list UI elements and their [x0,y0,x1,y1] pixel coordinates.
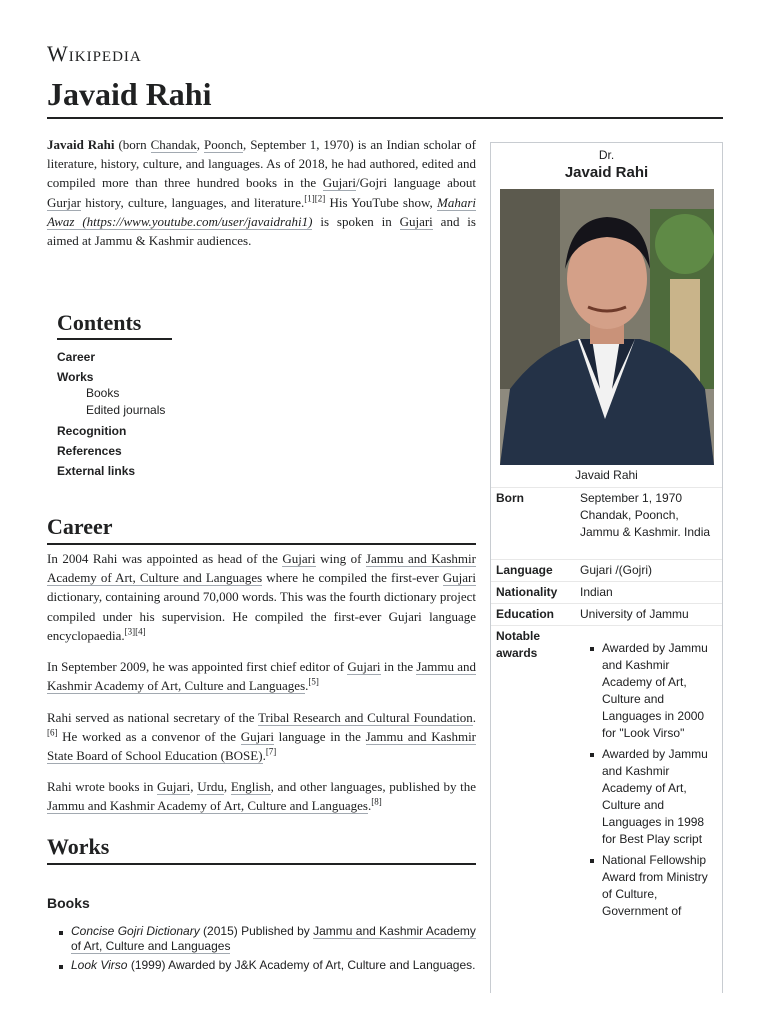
table-of-contents [57,310,257,478]
infobox-label: Nationality [496,585,558,599]
toc-item-books[interactable]: Books [86,386,120,400]
link-gurjar[interactable]: Gurjar [47,194,81,210]
infobox-value[interactable]: University of Jammu [580,607,689,621]
text: , September 1, 1970) is an Indian scholar of literature, history, culture, and languages. As of 2018, he had authored, edited and compiled more than three hundred books in the [47,137,476,191]
link-mahari-awaz[interactable]: Mahari Awaz (https://www.youtube.com/user/javaidrahi1) [47,194,476,229]
works-heading: Works [47,834,476,865]
text: where he compiled the first-ever [262,570,443,586]
link-urdu[interactable]: Urdu [197,779,224,794]
career-paragraph-2 [47,657,476,695]
citation[interactable]: [3][4] [124,626,146,637]
text: In September 2009, he was appointed first chief editor of [47,659,348,674]
infobox-label: Born [496,491,524,505]
text: language in the [273,729,366,745]
text: (1999) Awarded by J&K Academy of Art, Culture and Languages. [127,958,476,972]
citation[interactable]: [1][2] [304,193,326,204]
portrait-photo[interactable] [500,189,714,465]
text: . [367,798,372,814]
infobox-row-awards [491,625,722,994]
link-gujari[interactable]: Gujari [322,175,356,191]
text: In 2004 Rahi was appointed as head of the [47,551,283,566]
toc-title: Contents [57,310,172,340]
awards-list [580,640,716,924]
text: . [472,710,476,725]
link-jk-academy[interactable]: Jammu and Kashmir Academy of Art, Culture and Languages [47,798,368,814]
infobox-name: Javaid Rahi [564,164,649,181]
link-gujari[interactable]: Gujari [347,659,381,674]
photo-caption: Javaid Rahi [575,468,638,482]
text: /Gojri language about [355,175,477,191]
link-gujari[interactable]: Gujari [157,779,191,794]
link-chandak[interactable]: Chandak [150,137,197,152]
infobox-row-education [491,603,722,626]
text: is spoken in [312,213,400,229]
text: Rahi wrote books in [47,779,158,794]
toc-item-career[interactable]: Career [57,350,96,364]
book-title: Look Virso [71,958,128,972]
title-divider [47,117,723,119]
text: Rahi served as national secretary of the [47,710,259,725]
infobox-honorific: Dr. [598,148,615,162]
link-jk-academy[interactable]: Jammu and Kashmir Academy of Art, Culture and Languages [47,551,476,586]
citation[interactable]: [5] [308,676,319,687]
infobox-label: Notable awards [496,629,541,660]
link-gujari[interactable]: Gujari [240,729,274,745]
intro-paragraph [47,135,476,250]
career-heading: Career [47,514,476,545]
citation[interactable]: [6] [47,727,58,738]
toc-item-recognition[interactable]: Recognition [57,424,127,438]
infobox-value: September 1, 1970 Chandak, Poonch, Jammu & Kashmir. India [580,491,711,539]
wikipedia-wordmark[interactable]: Wikipedia [47,41,142,66]
infobox-row-born [491,487,722,560]
link-gujari[interactable]: Gujari [282,551,316,566]
career-paragraph-1 [47,549,476,645]
toc-item-references[interactable]: References [57,444,122,458]
text: (2015) Published by [199,924,314,938]
link-bose[interactable]: Jammu and Kashmir State Board of School Education (BOSE) [47,729,477,764]
text: , and other languages, published by the [270,779,477,794]
link-tribal-research[interactable]: Tribal Research and Cultural Foundation [258,710,473,725]
list-item: Awarded by Jammu and Kashmir Academy of Art, Culture and Languages in 1998 for Best Play script [580,746,716,848]
text: , [196,137,204,152]
text: , [190,779,198,794]
book-title: Concise Gojri Dictionary [71,924,200,938]
books-list [47,924,476,977]
list-item: National Fellowship Award from Ministry of Culture, Government of [580,852,716,920]
citation[interactable]: [7] [265,747,277,758]
infobox-label: Language [496,563,553,577]
text: , [223,779,231,794]
link-poonch[interactable]: Poonch [204,137,243,152]
link-jk-academy[interactable]: Jammu and Kashmir Academy of Art, Culture and Languages [71,924,476,953]
list-item [47,958,476,973]
infobox-row-nationality [491,581,722,604]
text: and is aimed at Jammu & Kashmir audiences. [47,213,476,249]
text: (born [114,137,151,152]
link-gujari[interactable]: Gujari [399,213,433,229]
link-english[interactable]: English [230,779,271,794]
infobox-value: Gujari /(Gojri) [580,563,653,577]
text: dictionary, containing around 70,000 words. This was the fourth dictionary project compiled under his supervision. He compiled the first-ever Gujari language encyclopaedia. [47,589,476,643]
infobox-label: Education [496,607,555,621]
infobox-value: Indian [580,585,613,599]
toc-item-edited-journals[interactable]: Edited journals [86,403,166,417]
list-item: Awarded by Jammu and Kashmir Academy of Art, Culture and Languages in 2000 for "Look Virso" [580,640,716,742]
career-paragraph-3 [47,708,476,766]
books-heading: Books [47,895,90,911]
subject-name: Javaid Rahi [47,137,115,152]
link-jk-academy[interactable]: Jammu and Kashmir Academy of Art, Culture and Languages [47,659,476,694]
citation[interactable]: [8] [371,796,382,807]
text: His YouTube show, [325,194,437,210]
toc-item-external-links[interactable]: External links [57,464,136,478]
infobox-row-language [491,559,722,582]
text: in the [380,659,417,674]
list-item [47,924,476,954]
text: He worked as a convenor of the [57,729,241,745]
portrait-image [500,189,714,465]
career-paragraph-4 [47,777,476,815]
toc-item-works[interactable]: Works [57,370,94,384]
text: . [262,748,266,764]
link-gujari[interactable]: Gujari [442,570,476,586]
infobox [490,142,723,993]
text: . [305,678,309,694]
page-title: Javaid Rahi [47,76,212,112]
text: history, culture, languages, and literature. [80,194,305,210]
text: wing of [315,551,366,566]
